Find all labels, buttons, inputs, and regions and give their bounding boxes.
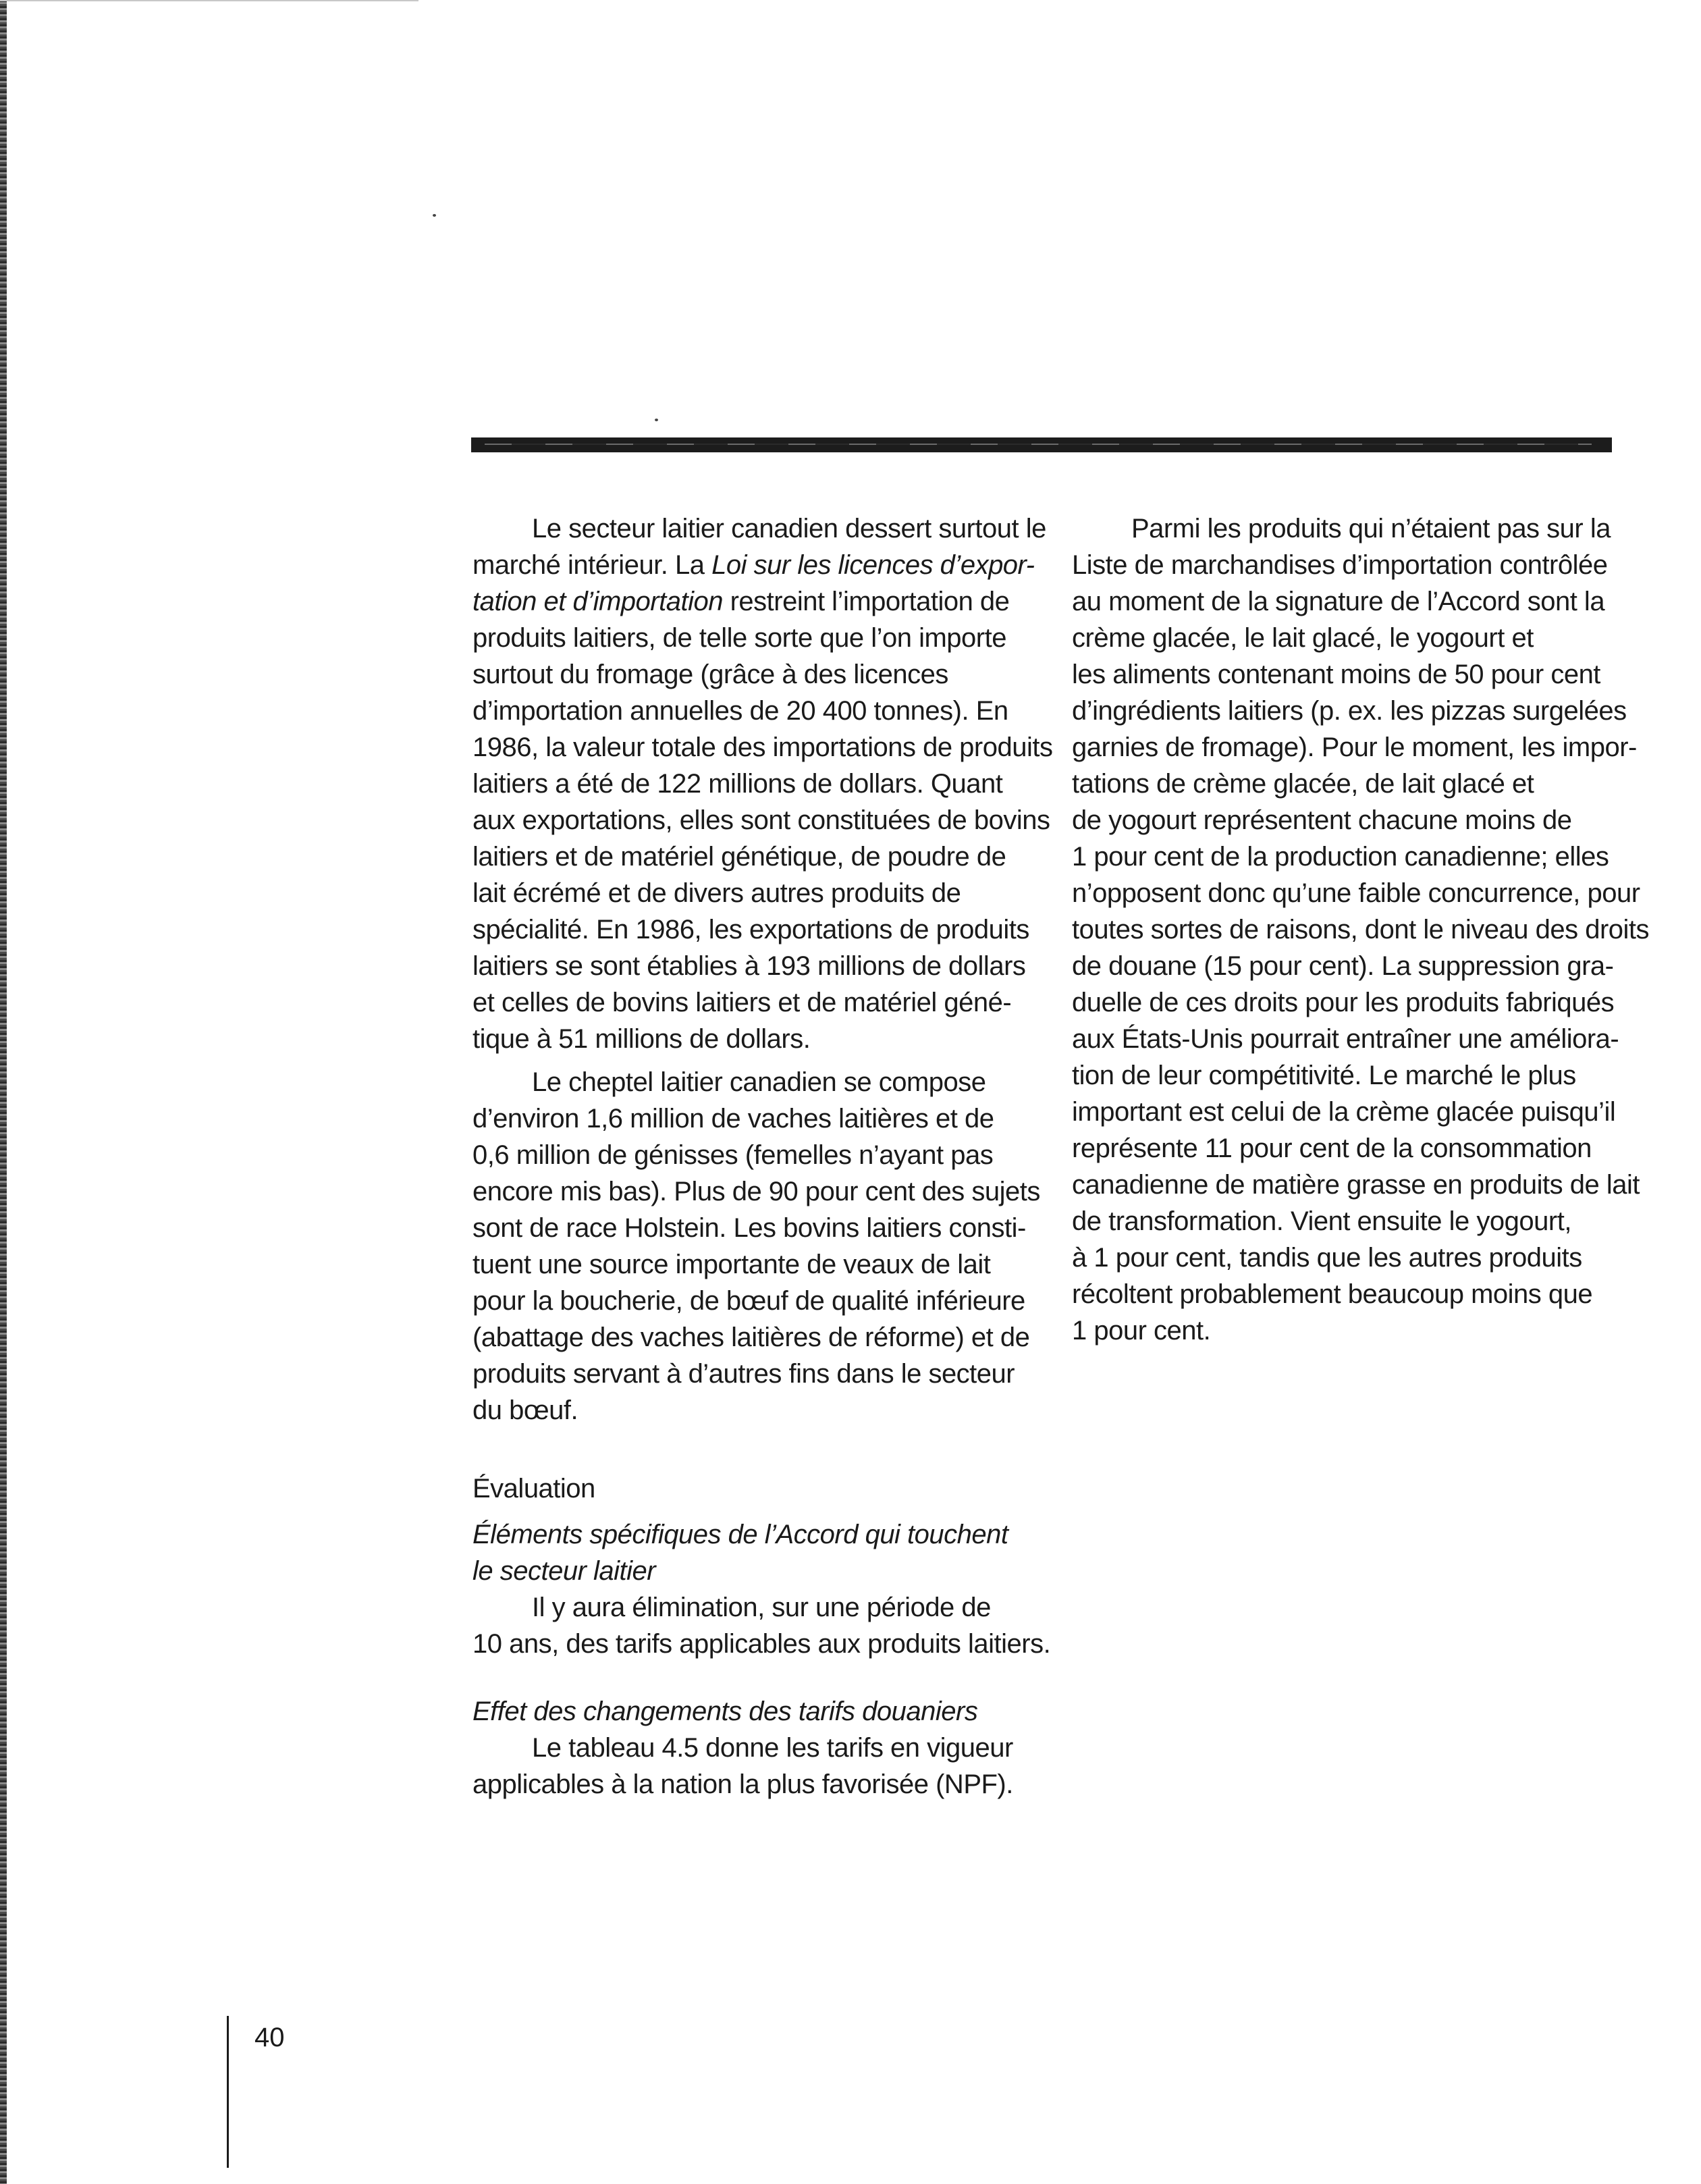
right-column (1072, 510, 1650, 1349)
text-line: et celles de bovins laitiers et de matériel géné- (473, 988, 1012, 1017)
text-line: Liste de marchandises d’importation contrôlée (1072, 550, 1608, 580)
top-scan-rule (0, 0, 418, 1)
text-line: 10 ans, des tarifs applicables aux produits laitiers. (473, 1629, 1051, 1659)
paragraph-dairy-market (473, 510, 1053, 1057)
text-line: pour la boucherie, de bœuf de qualité inférieure (473, 1286, 1025, 1316)
text-line: de transformation. Vient ensuite le yogourt, (1072, 1206, 1571, 1236)
text-line: laitiers se sont établies à 193 millions de dollars (473, 951, 1026, 981)
page-number-rule (227, 2016, 229, 2168)
text-line: Parmi les produits qui n’étaient pas sur la (1131, 514, 1611, 543)
text-line: garnies de fromage). Pour le moment, les impor- (1072, 733, 1637, 762)
subheading-tariff-changes: Effet des changements des tarifs douaniers (473, 1697, 978, 1726)
text-line: de douane (15 pour cent). La suppression gra- (1072, 951, 1614, 981)
text-line: Le tableau 4.5 donne les tarifs en vigueur (532, 1733, 1013, 1763)
text-line: crème glacée, le lait glacé, le yogourt et (1072, 623, 1534, 653)
text-line: tique à 51 millions de dollars. (473, 1024, 811, 1054)
text-line: encore mis bas). Plus de 90 pour cent des sujets (473, 1177, 1040, 1206)
scan-speck (433, 214, 436, 217)
text-line: du bœuf. (473, 1395, 578, 1425)
text-line: récoltent probablement beaucoup moins que (1072, 1279, 1593, 1309)
page-number: 40 (254, 2023, 285, 2052)
subheading-specific-elements (473, 1516, 1033, 1589)
text-line: le secteur laitier (473, 1556, 656, 1586)
text-line: 1 pour cent de la production canadienne; elles (1072, 842, 1609, 872)
text-line: marché intérieur. La Loi sur les licences d’expor- (473, 550, 1035, 580)
scan-edge-artifact (0, 0, 7, 2184)
text-line: 1 pour cent. (1072, 1316, 1211, 1346)
text-line: produits servant à d’autres fins dans le secteur (473, 1359, 1015, 1389)
paragraph-tariff-elimination (473, 1589, 1051, 1662)
paragraph-uncontrolled-products (1072, 510, 1650, 1349)
text-line: Éléments spécifiques de l’Accord qui touchent (473, 1520, 1008, 1549)
text-line: au moment de la signature de l’Accord sont la (1072, 587, 1605, 616)
text-line: 0,6 million de génisses (femelles n’ayant pas (473, 1140, 994, 1170)
text-line: les aliments contenant moins de 50 pour cent (1072, 660, 1600, 689)
text-line: aux États-Unis pourrait entraîner une améliora- (1072, 1024, 1619, 1054)
text-line: tuent une source importante de veaux de lait (473, 1250, 991, 1279)
text-line: laitiers et de matériel génétique, de poudre de (473, 842, 1006, 872)
text-line: spécialité. En 1986, les exportations de produits (473, 915, 1029, 944)
text-line: à 1 pour cent, tandis que les autres produits (1072, 1243, 1582, 1273)
text-line: tations de crème glacée, de lait glacé et (1072, 769, 1534, 799)
text-line: toutes sortes de raisons, dont le niveau des droits (1072, 915, 1650, 944)
text-line: (abattage des vaches laitières de réforme) et de (473, 1323, 1030, 1352)
text-line: tion de leur compétitivité. Le marché le plus (1072, 1061, 1576, 1090)
paragraph-tariff-table (473, 1730, 1033, 1803)
text-line: Il y aura élimination, sur une période de (532, 1593, 991, 1622)
text-line: canadienne de matière grasse en produits de lait (1072, 1170, 1640, 1200)
text-line: aux exportations, elles sont constituées de bovins (473, 805, 1050, 835)
scan-speck (655, 419, 658, 421)
text-line: Le cheptel laitier canadien se compose (532, 1067, 986, 1097)
text-line: tation et d’importation restreint l’importation de (473, 587, 1010, 616)
text-line: représente 11 pour cent de la consommation (1072, 1134, 1592, 1163)
text-line: applicables à la nation la plus favorisée (NPF). (473, 1769, 1013, 1799)
text-line: 1986, la valeur totale des importations de produits (473, 733, 1053, 762)
text-line: produits laitiers, de telle sorte que l’on importe (473, 623, 1006, 653)
text-line: Le secteur laitier canadien dessert surtout le (532, 514, 1046, 543)
paragraph-dairy-herd (473, 1064, 1040, 1429)
left-column (473, 510, 1053, 1803)
text-line: surtout du fromage (grâce à des licences (473, 660, 948, 689)
text-line: laitiers a été de 122 millions de dollars. Quant (473, 769, 1003, 799)
text-line: duelle de ces droits pour les produits fabriqués (1072, 988, 1615, 1017)
text-line: n’opposent donc qu’une faible concurrence, pour (1072, 878, 1640, 908)
text-line: d’environ 1,6 million de vaches laitières et de (473, 1104, 994, 1134)
section-heading-evaluation: Évaluation (473, 1474, 595, 1503)
header-rule (471, 437, 1612, 452)
text-line: d’importation annuelles de 20 400 tonnes). En (473, 696, 1008, 726)
law-title-continued: tation et d’importation (473, 587, 723, 616)
law-title: Loi sur les licences d’expor- (711, 550, 1035, 580)
text-line: important est celui de la crème glacée puisqu’il (1072, 1097, 1616, 1127)
text-line: sont de race Holstein. Les bovins laitiers consti- (473, 1213, 1026, 1243)
text-line: de yogourt représentent chacune moins de (1072, 805, 1572, 835)
text-line: lait écrémé et de divers autres produits de (473, 878, 961, 908)
text-line: d’ingrédients laitiers (p. ex. les pizzas surgelées (1072, 696, 1627, 726)
